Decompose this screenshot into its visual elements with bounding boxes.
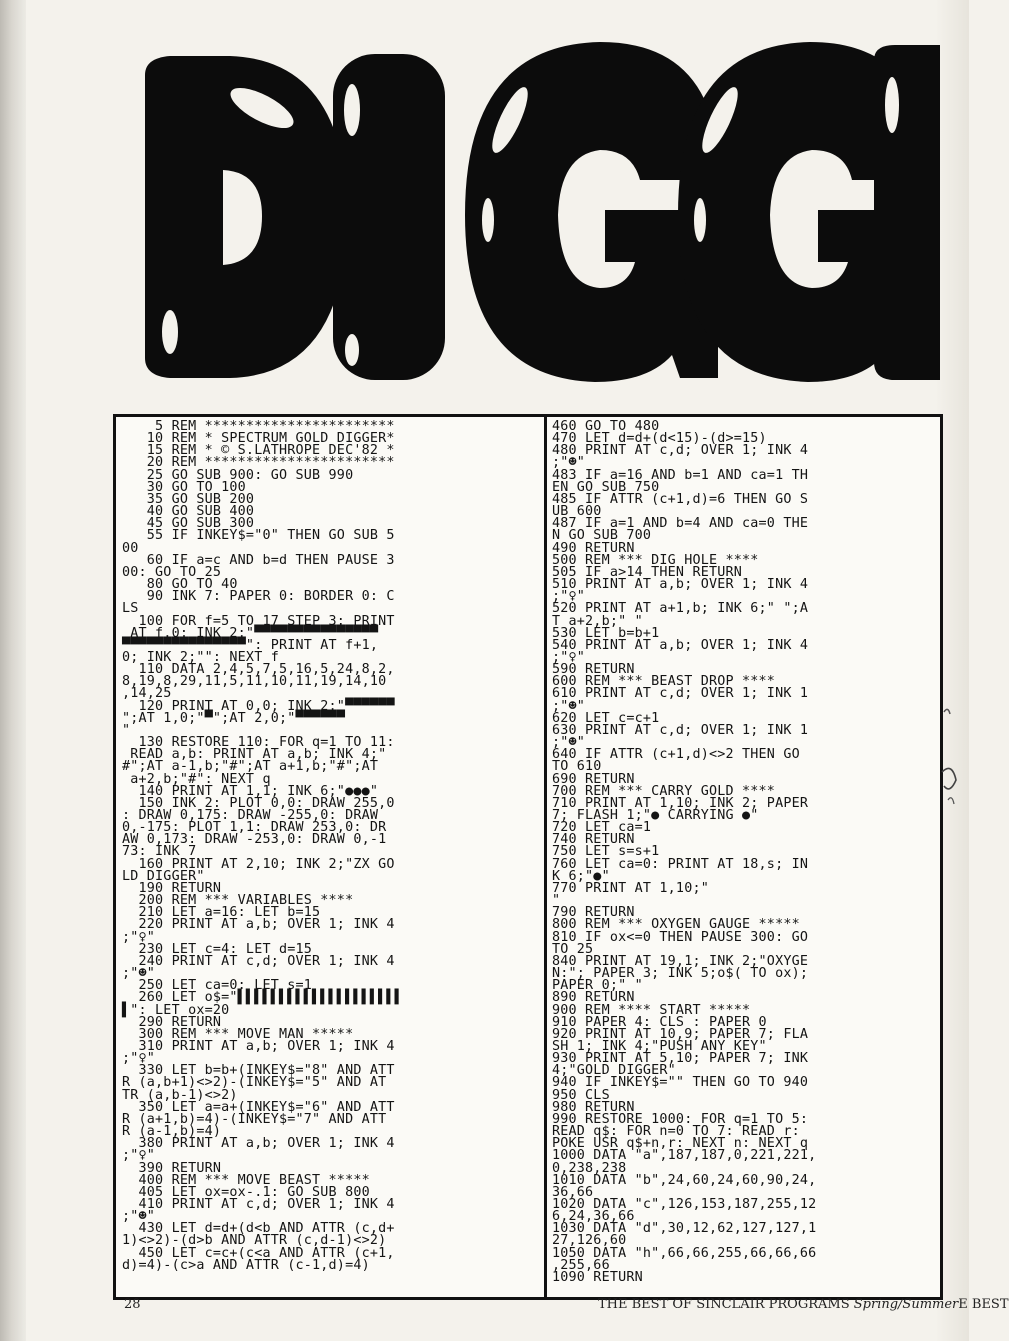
code-line: ";AT 1,0;"▀";AT 2,0;"▀▀▀▀▀▀: [122, 710, 346, 726]
code-line: 483 IF a=16 AND b=1 AND ca=1 TH: [552, 467, 809, 483]
code-line: 210 LET a=16: LET b=15: [122, 905, 321, 921]
code-line: 400 REM *** MOVE BEAST *****: [122, 1172, 370, 1188]
code-line: 350 LET a=a+(INKEY$="6" AND ATT: [122, 1099, 395, 1115]
code-line: 750 LET s=s+1: [552, 844, 660, 860]
code-line: 1)<>2)-(d>b AND ATTR (c,d-1)<>2): [122, 1233, 387, 1249]
code-line: SH 1; INK 4;"PUSH ANY KEY": [552, 1038, 767, 1054]
code-line: 0,238,238: [552, 1160, 627, 1176]
code-line: 405 LET ox=ox-.1: GO SUB 800: [122, 1184, 370, 1200]
program-listing: [113, 414, 943, 1300]
code-line: 600 REM *** BEAST DROP ****: [552, 674, 776, 690]
title-letter-e: [874, 45, 980, 380]
code-line: 1050 DATA "h",66,66,255,66,66,66: [552, 1245, 817, 1261]
code-line: 510 PRINT AT a,b; OVER 1; INK 4: [552, 577, 809, 593]
code-line: 890 RETURN: [552, 990, 635, 1006]
code-line: ;"♀": [552, 589, 586, 605]
code-line: 710 PRINT AT 1,10; INK 2; PAPER: [552, 795, 809, 811]
listing-right-column: [552, 421, 944, 1284]
code-line: ;"♀": [122, 929, 156, 945]
code-line: T a+2,b;" ": [552, 613, 643, 629]
code-line: 640 IF ATTR (c+1,d)<>2 THEN GO: [552, 747, 800, 763]
listing-left-column: [122, 421, 540, 1272]
code-line: 770 PRINT AT 1,10;": [552, 880, 709, 896]
code-line: 1090 RETURN: [552, 1269, 643, 1285]
code-line: 0,-175: PLOT 1,1: DRAW 253,0: DR: [122, 820, 387, 836]
code-line: 00: GO TO 25: [122, 564, 222, 580]
code-line: 1000 DATA "a",187,187,0,221,221,: [552, 1148, 817, 1164]
code-line: 460 GO TO 480: [552, 419, 660, 434]
code-line: K 6;"●": [552, 868, 610, 884]
code-line: 610 PRINT AT c,d; OVER 1; INK 1: [552, 686, 809, 702]
code-line: R (a+1,b)=4)-(INKEY$="7" AND ATT: [122, 1111, 387, 1127]
code-line: UB 600: [552, 504, 602, 520]
code-line: ▀▀▀▀▀▀▀▀▀▀▀▀▀▀▀": PRINT AT f+1,: [122, 637, 379, 653]
code-line: 380 PRINT AT a,b; OVER 1; INK 4: [122, 1136, 395, 1152]
code-line: 290 RETURN: [122, 1014, 222, 1030]
code-line: 15 REM * © S.LATHROPE DEC'82 *: [122, 443, 395, 459]
code-line: 160 PRINT AT 2,10; INK 2;"ZX GO: [122, 856, 395, 872]
publication-name: THE BEST OF SINCLAIR PROGRAMS: [598, 1297, 850, 1312]
code-line: 485 IF ATTR (c+1,d)=6 THEN GO S: [552, 491, 809, 507]
code-line: ;"☻": [552, 455, 586, 471]
title-letter-i: [333, 54, 445, 380]
code-line: 487 IF a=1 AND b=4 AND ca=0 THE: [552, 516, 809, 532]
code-line: 480 PRINT AT c,d; OVER 1; INK 4: [552, 443, 809, 459]
page-number: 28: [124, 1297, 141, 1312]
code-line: 30 GO TO 100: [122, 479, 246, 495]
code-line: 760 LET ca=0: PRINT AT 18,s; IN: [552, 856, 809, 872]
code-line: 190 RETURN: [122, 880, 222, 896]
code-line: R (a-1,b)=4): [122, 1124, 222, 1140]
code-line: 330 LET b=b+(INKEY$="8" AND ATT: [122, 1063, 395, 1079]
code-line: ,14,25: [122, 686, 172, 702]
code-line: a+2,b;"#": NEXT q: [122, 771, 271, 787]
code-line: 630 PRINT AT c,d; OVER 1; INK 1: [552, 722, 809, 738]
code-line: TR (a,b-1)<>2): [122, 1087, 238, 1103]
code-line: R (a,b+1)<>2)-(INKEY$="5" AND AT: [122, 1075, 387, 1091]
code-line: AW 0,173: DRAW -253,0: DRAW 0,-1: [122, 832, 387, 848]
code-line: 6,24,36,66: [552, 1209, 635, 1225]
code-line: 1030 DATA "d",30,12,62,127,127,1: [552, 1221, 817, 1237]
code-line: 100 FOR f=5 TO 17 STEP 3: PRINT: [122, 613, 395, 629]
code-line: ;"☻": [122, 1209, 156, 1225]
code-line: 840 PRINT AT 19,1; INK 2;"OXYGE: [552, 953, 809, 969]
code-line: 530 LET b=b+1: [552, 625, 660, 641]
code-line: ;"☻": [552, 698, 586, 714]
code-line: 130 RESTORE 110: FOR q=1 TO 11:: [122, 735, 395, 751]
code-line: 700 REM *** CARRY GOLD ****: [552, 783, 776, 799]
code-line: POKE USR q$+n,r: NEXT n: NEXT q: [552, 1136, 809, 1152]
code-line: 450 LET c=c+(c<a AND ATTR (c+1,: [122, 1245, 395, 1261]
code-line: 740 RETURN: [552, 832, 635, 848]
margin-scribble: [938, 700, 968, 810]
code-line: 505 IF a>14 THEN RETURN: [552, 564, 743, 580]
issue-label: Spring/Summer: [853, 1297, 959, 1312]
code-line: TO 610: [552, 759, 602, 775]
code-line: ;"♀": [122, 1148, 156, 1164]
code-line: 500 REM *** DIG HOLE ****: [552, 552, 759, 568]
code-line: LD DIGGER": [122, 868, 205, 884]
code-line: 140 PRINT AT 1,1; INK 6;"●●●": [122, 783, 379, 799]
code-line: 430 LET d=d+(d<b AND ATTR (c,d+: [122, 1221, 395, 1237]
code-line: 60 IF a=c AND b=d THEN PAUSE 3: [122, 552, 395, 568]
code-line: 930 PRINT AT 5,10; PAPER 7; INK: [552, 1051, 809, 1067]
code-line: 25 GO SUB 900: GO SUB 990: [122, 467, 354, 483]
code-line: 73: INK 7: [122, 844, 197, 860]
code-line: 300 REM *** MOVE MAN *****: [122, 1026, 354, 1042]
code-line: 490 RETURN: [552, 540, 635, 556]
title-letter-d: [145, 56, 348, 378]
code-line: ;"☻": [552, 735, 586, 751]
code-line: 8,19,8,29,11,5,11,10,11,19,14,10: [122, 674, 387, 690]
code-line: 720 LET ca=1: [552, 820, 652, 836]
code-line: 10 REM * SPECTRUM GOLD DIGGER*: [122, 431, 395, 447]
code-line: READ q$: FOR n=0 TO 7: READ r:: [552, 1124, 800, 1140]
code-line: 55 IF INKEY$="0" THEN GO SUB 5: [122, 528, 395, 544]
code-line: 1010 DATA "b",24,60,24,60,90,24,: [552, 1172, 817, 1188]
code-line: 310 PRINT AT a,b; OVER 1; INK 4: [122, 1038, 395, 1054]
column-divider: [544, 417, 547, 1297]
code-line: 520 PRINT AT a+1,b; INK 6;" ";A: [552, 601, 809, 617]
code-line: 810 IF ox<=0 THEN PAUSE 300: GO: [552, 929, 809, 945]
code-line: 1020 DATA "c",126,153,187,255,12: [552, 1197, 817, 1212]
code-line: ;"♀": [122, 1051, 156, 1067]
code-line: ": [122, 722, 131, 738]
code-line: 410 PRINT AT c,d; OVER 1; INK 4: [122, 1197, 395, 1212]
code-line: : DRAW 0,175: DRAW -255,0: DRAW: [122, 808, 379, 823]
code-line: 540 PRINT AT a,b; OVER 1; INK 4: [552, 637, 809, 653]
code-line: 4;"GOLD DIGGER": [552, 1063, 676, 1079]
code-line: 900 REM **** START *****: [552, 1002, 751, 1018]
code-line: 240 PRINT AT c,d; OVER 1; INK 4: [122, 953, 395, 969]
code-line: 790 RETURN: [552, 905, 635, 921]
code-line: 00: [122, 540, 139, 556]
code-line: 980 RETURN: [552, 1099, 635, 1115]
code-line: 800 REM *** OXYGEN GAUGE *****: [552, 917, 800, 933]
code-line: 35 GO SUB 200: [122, 491, 255, 507]
code-line: ;"♀": [552, 649, 586, 665]
code-line: #";AT a-1,b;"#";AT a+1,b;"#";AT: [122, 759, 379, 775]
code-line: 5 REM ***********************: [122, 419, 395, 434]
code-line: 120 PRINT AT 0,0; INK 2;"▀▀▀▀▀▀: [122, 698, 395, 714]
code-line: 950 CLS: [552, 1087, 610, 1103]
running-footer: [598, 1297, 1009, 1312]
code-line: 80 GO TO 40: [122, 577, 238, 593]
code-line: 150 INK 2: PLOT 0,0: DRAW 255,0: [122, 795, 395, 811]
code-line: READ a,b: PRINT AT a,b; INK 4;": [122, 747, 387, 763]
code-line: N:"; PAPER 3; INK 5;o$( TO ox);: [552, 966, 809, 982]
page-title: [0, 0, 969, 410]
code-line: 990 RESTORE 1000: FOR q=1 TO 5:: [552, 1111, 809, 1127]
code-line: 920 PRINT AT 10,9; PAPER 7; FLA: [552, 1026, 809, 1042]
code-line: 940 IF INKEY$="" THEN GO TO 940: [552, 1075, 809, 1091]
code-line: ": [552, 893, 561, 909]
code-line: 230 LET c=4: LET d=15: [122, 941, 313, 957]
code-line: ;"☻": [122, 966, 156, 982]
code-line: 250 LET ca=0: LET s=1: [122, 978, 313, 994]
footer-cutoff: E BEST: [958, 1297, 1009, 1312]
code-line: 200 REM *** VARIABLES ****: [122, 893, 354, 909]
code-line: N GO SUB 700: [552, 528, 652, 544]
code-line: 220 PRINT AT a,b; OVER 1; INK 4: [122, 917, 395, 933]
code-line: 36,66: [552, 1184, 594, 1200]
code-line: ▌": LET ox=20: [122, 1002, 230, 1018]
code-line: EN GO SUB 750: [552, 479, 660, 495]
code-line: LS: [122, 601, 139, 617]
code-line: 390 RETURN: [122, 1160, 222, 1176]
code-line: 45 GO SUB 300: [122, 516, 255, 532]
code-line: 620 LET c=c+1: [552, 710, 660, 726]
code-line: 590 RETURN: [552, 662, 635, 678]
code-line: ,255,66: [552, 1257, 610, 1273]
code-line: 90 INK 7: PAPER 0: BORDER 0: C: [122, 589, 395, 605]
code-line: 40 GO SUB 400: [122, 504, 255, 520]
code-line: 7; FLASH 1;"● CARRYING ●": [552, 808, 759, 823]
code-line: 470 LET d=d+(d<15)-(d>=15): [552, 431, 767, 447]
code-line: 910 PAPER 4: CLS : PAPER 0: [552, 1014, 767, 1030]
code-line: d)=4)-(c>a AND ATTR (c-1,d)=4): [122, 1257, 370, 1273]
code-line: 110 DATA 2,4,5,7,5,16,5,24,8,2,: [122, 662, 395, 678]
code-line: 27,126,60: [552, 1233, 627, 1249]
code-line: TO 25: [552, 941, 594, 957]
code-line: AT f,0; INK 2;"▀▀▀▀▀▀▀▀▀▀▀▀▀▀▀: [122, 625, 379, 641]
code-line: 260 LET o$="▌▌▌▌▌▌▌▌▌▌▌▌▌▌▌▌▌▌▌▌: [122, 990, 403, 1006]
code-line: 0; INK 2;"": NEXT f: [122, 649, 279, 665]
code-line: PAPER 0;" ": [552, 978, 643, 994]
code-line: 690 RETURN: [552, 771, 635, 787]
code-line: 20 REM ***********************: [122, 455, 395, 471]
